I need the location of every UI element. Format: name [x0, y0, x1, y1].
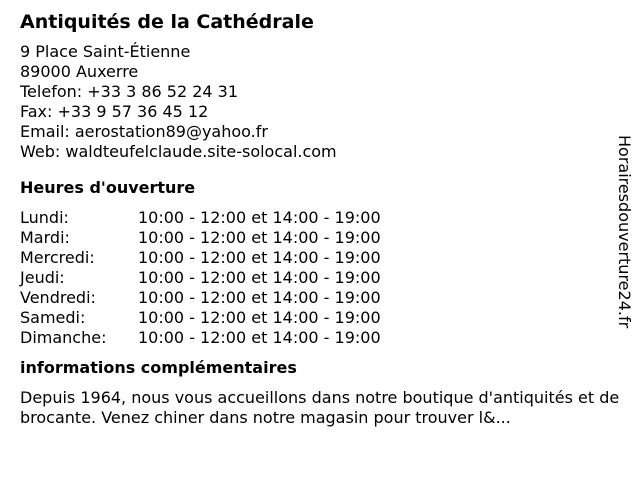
- hours-list: [20, 208, 610, 348]
- hours-time: 10:00 - 12:00 et 14:00 - 19:00: [138, 308, 381, 327]
- hours-day: Vendredi:: [20, 288, 96, 307]
- hours-day: Samedi:: [20, 308, 86, 327]
- contact-block: [20, 42, 610, 162]
- hours-time: 10:00 - 12:00 et 14:00 - 19:00: [138, 268, 381, 287]
- hours-time: 10:00 - 12:00 et 14:00 - 19:00: [138, 228, 381, 247]
- email-line: Email: aerostation89@yahoo.fr: [20, 122, 268, 141]
- phone-line: Telefon: +33 3 86 52 24 31: [20, 82, 239, 101]
- hours-row-lundi: [20, 208, 610, 228]
- info-heading: informations complémentaires: [20, 358, 297, 377]
- hours-row-dimanche: [20, 328, 610, 348]
- hours-time: 10:00 - 12:00 et 14:00 - 19:00: [138, 208, 381, 227]
- hours-row-mardi: [20, 228, 610, 248]
- address-city: 89000 Auxerre: [20, 62, 139, 81]
- hours-time: 10:00 - 12:00 et 14:00 - 19:00: [138, 328, 381, 347]
- hours-row-vendredi: [20, 288, 610, 308]
- hours-day: Jeudi:: [20, 268, 65, 287]
- hours-time: 10:00 - 12:00 et 14:00 - 19:00: [138, 248, 381, 267]
- business-name: Antiquités de la Cathédrale: [20, 11, 314, 33]
- business-card: [20, 10, 620, 428]
- hours-day: Mardi:: [20, 228, 70, 247]
- hours-row-jeudi: [20, 268, 610, 288]
- hours-row-samedi: [20, 308, 610, 328]
- hours-row-mercredi: [20, 248, 610, 268]
- fax-line: Fax: +33 9 57 36 45 12: [20, 102, 209, 121]
- hours-time: 10:00 - 12:00 et 14:00 - 19:00: [138, 288, 381, 307]
- info-text: Depuis 1964, nous vous accueillons dans notre boutique d'antiquités et de brocante. Venez chiner dans notre magasin pour trouver l&...: [20, 388, 620, 427]
- address-street: 9 Place Saint-Étienne: [20, 42, 191, 61]
- brand-watermark: Horairesdouverture24.fr: [615, 135, 634, 329]
- hours-day: Mercredi:: [20, 248, 95, 267]
- hours-day: Dimanche:: [20, 328, 107, 347]
- hours-heading: Heures d'ouverture: [20, 178, 196, 197]
- web-line: Web: waldteufelclaude.site-solocal.com: [20, 142, 337, 161]
- hours-day: Lundi:: [20, 208, 69, 227]
